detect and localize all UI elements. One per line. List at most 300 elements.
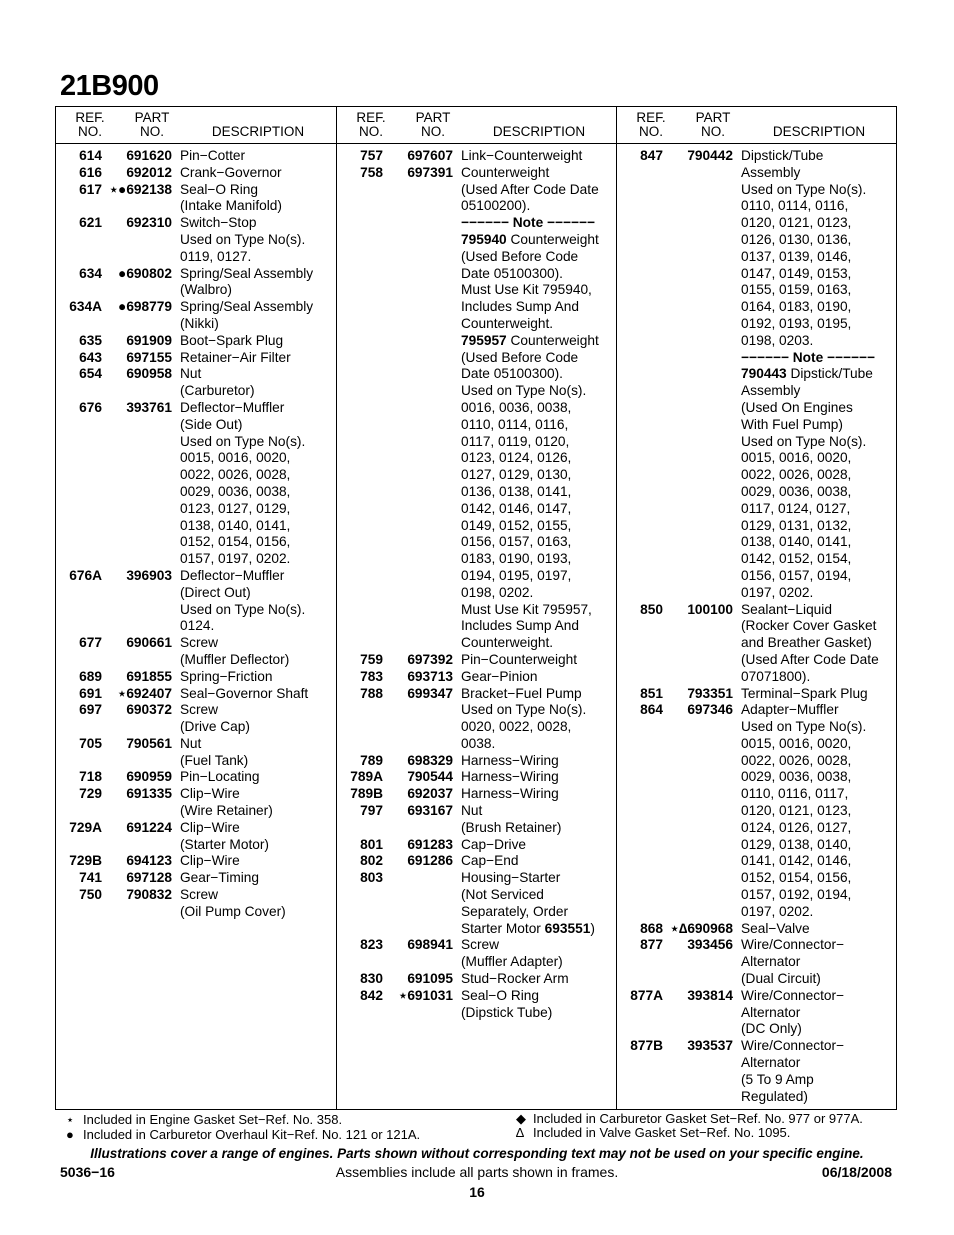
part-description: Used on Type No(s). [180, 231, 306, 247]
part-number: 691909 [126, 332, 172, 348]
part-description: Nut [180, 735, 202, 751]
part-description: Link−Counterweight [461, 148, 583, 163]
part-number: 691286 [407, 853, 453, 869]
table-row [56, 602, 336, 619]
part-description: Pin−Counterweight [461, 651, 578, 667]
part-description: 0015, 0016, 0020, [180, 450, 291, 466]
assemblies-note: Assemblies include all parts shown in frames. [335, 1164, 619, 1180]
footnote-carburetor-gasket: ◆ Included in Carburetor Gasket Set−Ref. No. 977 or 977A. [516, 1111, 863, 1126]
ref-number: 759 [360, 651, 383, 667]
part-number: 790832 [126, 887, 172, 903]
part-description: Harness−Wiring [461, 786, 559, 802]
ref-number: 877 [640, 937, 663, 953]
part-number: 690959 [126, 769, 172, 785]
part-description: 0022, 0026, 0028, [741, 467, 852, 483]
table-row [337, 568, 617, 585]
table-row [337, 249, 617, 266]
table-row [337, 719, 617, 736]
part-description: 0120, 0121, 0123, [741, 215, 852, 231]
table-row [337, 635, 617, 652]
table-row [337, 182, 617, 199]
part-description: 0183, 0190, 0193, [461, 551, 572, 567]
part-description: 0110, 0114, 0116, [741, 198, 849, 214]
part-description: Nut [180, 366, 202, 382]
part-number: ⋆∆690968 [670, 920, 733, 936]
part-description: Pin−Locating [180, 769, 260, 785]
part-number: 699347 [407, 685, 453, 701]
table-row [617, 853, 897, 870]
table-row [617, 198, 897, 215]
table-row [56, 786, 336, 803]
part-description: 795940 Counterweight [461, 231, 599, 247]
table-row [617, 215, 897, 232]
part-description: Counterweight. [461, 315, 554, 331]
ref-number: 789B [350, 786, 383, 802]
part-number: 697607 [407, 148, 453, 163]
part-number: 691620 [126, 148, 172, 163]
part-description: Assembly [741, 383, 801, 399]
ref-number: 868 [640, 920, 663, 936]
part-description: Alternator [741, 1055, 801, 1071]
table-row [56, 400, 336, 417]
part-description: 0015, 0016, 0020, [741, 735, 852, 751]
table-row [617, 450, 897, 467]
ref-number: 729 [79, 786, 102, 802]
part-description: Adapter−Muffler [741, 702, 839, 718]
table-row [617, 971, 897, 988]
table-row [617, 333, 897, 350]
table-row [337, 702, 617, 719]
table-row [617, 1021, 897, 1038]
table-row [56, 585, 336, 602]
table-row [617, 820, 897, 837]
table-row [337, 501, 617, 518]
part-description: Nut [461, 803, 483, 819]
table-row [337, 820, 617, 837]
part-description: 0142, 0152, 0154, [741, 551, 852, 567]
part-description: Crank−Governor [180, 164, 282, 180]
table-row [56, 652, 336, 669]
part-description: Used on Type No(s). [461, 383, 587, 399]
ref-number: 789 [360, 752, 383, 768]
part-number: 691855 [126, 668, 172, 684]
description-header: DESCRIPTION [772, 124, 866, 139]
table-row [337, 148, 617, 165]
part-description: 0164, 0183, 0190, [741, 299, 852, 315]
table-row [56, 182, 336, 199]
part-description: Bracket−Fuel Pump [461, 685, 582, 701]
delta-icon: ∆ [516, 1125, 524, 1140]
table-row [617, 534, 897, 551]
table-row [337, 333, 617, 350]
table-row [617, 249, 897, 266]
part-description: Switch−Stop [180, 215, 257, 231]
ref-number: 758 [360, 164, 383, 180]
part-number: ⋆691031 [398, 987, 453, 1003]
part-description: Date 05100300). [461, 366, 563, 382]
dot-icon: ● [66, 1127, 74, 1142]
part-description: 790443 Dipstick/Tube [741, 366, 873, 382]
table-row [56, 753, 336, 770]
part-description: 0127, 0129, 0130, [461, 467, 572, 483]
part-description: 0124, 0126, 0127, [741, 819, 852, 835]
part-number: 698329 [407, 752, 453, 768]
table-row [56, 853, 336, 870]
part-number: 697155 [126, 349, 172, 365]
part-description: (Oil Pump Cover) [180, 903, 286, 919]
table-row [56, 282, 336, 299]
part-description: Must Use Kit 795957, [461, 601, 592, 617]
part-description: 0022, 0026, 0028, [741, 752, 852, 768]
part-description: Wire/Connector− [741, 1038, 845, 1054]
table-row [617, 350, 897, 367]
table-row [56, 198, 336, 215]
part-description: 0138, 0140, 0141, [180, 517, 291, 533]
table-row [337, 988, 617, 1005]
ref-number: 830 [360, 971, 383, 987]
page-number: 16 [469, 1184, 485, 1200]
part-description: Terminal−Spark Plug [741, 685, 868, 701]
table-row [617, 568, 897, 585]
part-description: Used on Type No(s). [741, 181, 867, 197]
table-row [337, 686, 617, 703]
table-row [617, 652, 897, 669]
part-description: Clip−Wire [180, 786, 240, 802]
table-row [56, 316, 336, 333]
disclaimer: Illustrations cover a range of engines. Parts shown without corresponding text may not be used on your specific engine. [90, 1146, 864, 1161]
part-no-header: PART NO. [134, 110, 170, 139]
part-description: 0117, 0119, 0120, [461, 433, 570, 449]
part-description: Seal−Valve [741, 920, 810, 936]
part-description: (Used On Engines [741, 399, 853, 415]
part-description: 0141, 0142, 0146, [741, 853, 852, 869]
ref-number: 850 [640, 601, 663, 617]
table-row [617, 870, 897, 887]
part-description: (Used After Code Date [461, 181, 599, 197]
part-no-header: PART NO. [695, 110, 731, 139]
part-description: Cap−End [461, 853, 519, 869]
table-row [337, 266, 617, 283]
part-number: 691283 [407, 836, 453, 852]
part-description: (Rocker Cover Gasket [741, 618, 877, 634]
table-row [617, 921, 897, 938]
table-row [617, 585, 897, 602]
part-number: 692037 [407, 786, 453, 802]
table-row [56, 870, 336, 887]
ref-number: 750 [79, 887, 102, 903]
part-description: Screw [180, 635, 219, 651]
ref-number: 676 [79, 399, 102, 415]
table-row [617, 669, 897, 686]
ref-number: 803 [360, 870, 383, 886]
part-description: Wire/Connector− [741, 937, 845, 953]
part-number: ⋆●692138 [109, 181, 172, 197]
table-row [337, 518, 617, 535]
ref-number: 654 [79, 366, 102, 382]
table-row [617, 954, 897, 971]
part-description: 795957 Counterweight [461, 332, 599, 348]
part-description: Used on Type No(s). [180, 433, 306, 449]
part-description: 05100200). [461, 198, 531, 214]
table-row [337, 484, 617, 501]
part-number: 693713 [407, 668, 453, 684]
part-number: 692310 [126, 215, 172, 231]
part-description: 0198, 0202. [461, 584, 534, 600]
part-description: Assembly [741, 164, 801, 180]
part-description: 0152, 0154, 0156, [741, 870, 852, 886]
table-row [56, 769, 336, 786]
part-description: 0138, 0140, 0141, [741, 534, 852, 550]
table-row [56, 333, 336, 350]
part-number: 692012 [126, 164, 172, 180]
table-row [56, 484, 336, 501]
part-description: 0156, 0157, 0194, [741, 567, 852, 583]
part-description: (Wire Retainer) [180, 803, 273, 819]
table-row [56, 249, 336, 266]
part-description: 0123, 0127, 0129, [180, 500, 291, 516]
column-header [617, 107, 897, 144]
part-description: Gear−Timing [180, 870, 259, 886]
table-row [337, 585, 617, 602]
part-description: Cap−Drive [461, 836, 527, 852]
part-description: 0197, 0202. [741, 584, 814, 600]
ref-number: 802 [360, 853, 383, 869]
table-row [617, 518, 897, 535]
table-row [337, 769, 617, 786]
part-description: −−−−−− Note −−−−−− [461, 215, 595, 231]
part-description: Dipstick/Tube [741, 148, 824, 163]
ref-number: 621 [79, 215, 102, 231]
ref-number: 634 [79, 265, 102, 281]
table-row [56, 350, 336, 367]
table-row [337, 534, 617, 551]
part-description: 0194, 0195, 0197, [461, 567, 572, 583]
table-row [337, 887, 617, 904]
part-description: and Breather Gasket) [741, 635, 872, 651]
description-header: DESCRIPTION [211, 124, 305, 139]
table-row [56, 450, 336, 467]
part-description: 0110, 0116, 0117, [741, 786, 849, 802]
document-date: 06/18/2008 [821, 1164, 892, 1180]
part-description: 0129, 0131, 0132, [741, 517, 852, 533]
part-description: Seal−O Ring [461, 987, 539, 1003]
table-row [56, 736, 336, 753]
part-description: (Dipstick Tube) [461, 1004, 553, 1020]
table-row [56, 518, 336, 535]
table-row [337, 198, 617, 215]
part-description: Housing−Starter [461, 870, 561, 886]
part-description: (Brush Retainer) [461, 819, 562, 835]
table-row [56, 266, 336, 283]
table-row [617, 299, 897, 316]
parts-column-3 [616, 107, 897, 1109]
table-row [337, 383, 617, 400]
part-description: 0123, 0124, 0126, [461, 450, 572, 466]
column-header [56, 107, 336, 144]
table-row [337, 904, 617, 921]
table-row [617, 501, 897, 518]
table-row [56, 534, 336, 551]
part-description: Sealant−Liquid [741, 601, 832, 617]
table-row [337, 971, 617, 988]
table-row [617, 887, 897, 904]
ref-number: 676A [69, 567, 102, 583]
part-description: 0192, 0193, 0195, [741, 315, 852, 331]
part-number: 698941 [407, 937, 453, 953]
part-description: 0015, 0016, 0020, [741, 450, 852, 466]
table-row [617, 803, 897, 820]
part-description: 0129, 0138, 0140, [741, 836, 852, 852]
part-description: Must Use Kit 795940, [461, 282, 592, 298]
part-description: (Carburetor) [180, 383, 255, 399]
part-description: Wire/Connector− [741, 987, 845, 1003]
table-row [56, 299, 336, 316]
table-row [56, 165, 336, 182]
part-description: 0124. [180, 618, 215, 634]
part-description: 0142, 0146, 0147, [461, 500, 572, 516]
part-description: Screw [180, 702, 219, 718]
table-row [337, 165, 617, 182]
part-description: (Muffler Deflector) [180, 651, 290, 667]
ref-number: 617 [79, 181, 102, 197]
table-row [617, 282, 897, 299]
ref-number: 705 [79, 735, 102, 751]
part-description: Alternator [741, 1004, 801, 1020]
table-row [617, 1072, 897, 1089]
part-description: 0020, 0022, 0028, [461, 719, 572, 735]
table-row [56, 702, 336, 719]
parts-column-2 [336, 107, 617, 1109]
part-description: Seal−Governor Shaft [180, 685, 309, 701]
part-description: (Intake Manifold) [180, 198, 282, 214]
part-number: 793351 [687, 685, 733, 701]
table-row [337, 299, 617, 316]
part-description: (Fuel Tank) [180, 752, 249, 768]
part-number: 393814 [687, 987, 733, 1003]
table-row [617, 736, 897, 753]
table-row [337, 921, 617, 938]
ref-number: 851 [640, 685, 663, 701]
part-description: (Not Serviced [461, 887, 544, 903]
part-description: Harness−Wiring [461, 769, 559, 785]
ref-number: 689 [79, 668, 102, 684]
ref-number: 789A [350, 769, 383, 785]
ref-number: 634A [69, 299, 102, 315]
table-row [56, 618, 336, 635]
table-row [617, 383, 897, 400]
table-row [56, 232, 336, 249]
part-number: 690372 [126, 702, 172, 718]
part-number: 691224 [126, 819, 172, 835]
ref-number: 643 [79, 349, 102, 365]
part-description: 0119, 0127. [180, 248, 252, 264]
part-number: ●698779 [118, 299, 172, 315]
table-row [56, 501, 336, 518]
ref-number: 783 [360, 668, 383, 684]
table-row [56, 467, 336, 484]
part-description: With Fuel Pump) [741, 416, 843, 432]
part-description: 0197, 0202. [741, 903, 814, 919]
part-description: Clip−Wire [180, 853, 240, 869]
part-description: Boot−Spark Plug [180, 332, 284, 348]
parts-table [55, 106, 897, 1110]
table-row [56, 837, 336, 854]
part-description: 0029, 0036, 0038, [741, 483, 852, 499]
table-row [56, 551, 336, 568]
table-row [617, 937, 897, 954]
ref-no-header: REF. NO. [356, 110, 386, 139]
part-description: 0155, 0159, 0163, [741, 282, 852, 298]
part-description: Retainer−Air Filter [180, 349, 291, 365]
table-row [617, 232, 897, 249]
part-description: Clip−Wire [180, 819, 240, 835]
table-row [617, 484, 897, 501]
table-row [56, 669, 336, 686]
part-number: 393456 [687, 937, 733, 953]
part-description: 0022, 0026, 0028, [180, 467, 291, 483]
table-row [56, 383, 336, 400]
ref-no-header: REF. NO. [636, 110, 666, 139]
table-row [617, 434, 897, 451]
part-description: 0016, 0036, 0038, [461, 399, 572, 415]
part-description: Deflector−Muffler [180, 567, 285, 583]
part-description: 0120, 0121, 0123, [741, 803, 852, 819]
table-row [337, 417, 617, 434]
part-description: Screw [180, 887, 219, 903]
table-row [617, 618, 897, 635]
ref-no-header: REF. NO. [75, 110, 105, 139]
part-description: (Side Out) [180, 416, 243, 432]
ref-number: 741 [79, 870, 102, 886]
table-row [56, 434, 336, 451]
table-row [56, 686, 336, 703]
table-row [337, 215, 617, 232]
table-row [617, 366, 897, 383]
part-description: (Used After Code Date [741, 651, 879, 667]
part-description: Used on Type No(s). [461, 702, 587, 718]
table-row [56, 148, 336, 165]
table-row [337, 837, 617, 854]
part-number: 693167 [407, 803, 453, 819]
part-description: 0110, 0114, 0116, [461, 416, 569, 432]
page-title: 21B900 [60, 70, 159, 102]
part-description: Includes Sump And [461, 299, 579, 315]
part-description: (Drive Cap) [180, 719, 250, 735]
table-row [337, 551, 617, 568]
ref-number: 616 [79, 164, 102, 180]
table-row [56, 887, 336, 904]
ref-number: 729B [69, 853, 102, 869]
part-description: 0137, 0139, 0146, [741, 248, 852, 264]
table-row [617, 635, 897, 652]
table-row [337, 602, 617, 619]
table-row [617, 1089, 897, 1106]
part-number: 790544 [407, 769, 453, 785]
part-number: 697391 [407, 164, 453, 180]
part-description: 0038. [461, 735, 496, 751]
ref-number: 877B [630, 1038, 663, 1054]
table-row [337, 366, 617, 383]
table-row [56, 417, 336, 434]
ref-number: 864 [640, 702, 663, 718]
table-row [617, 1005, 897, 1022]
part-description: Stud−Rocker Arm [461, 971, 569, 987]
table-row [337, 853, 617, 870]
table-row [337, 669, 617, 686]
part-number: 697392 [407, 651, 453, 667]
part-description: (Direct Out) [180, 584, 251, 600]
part-description: 07071800). [741, 668, 811, 684]
